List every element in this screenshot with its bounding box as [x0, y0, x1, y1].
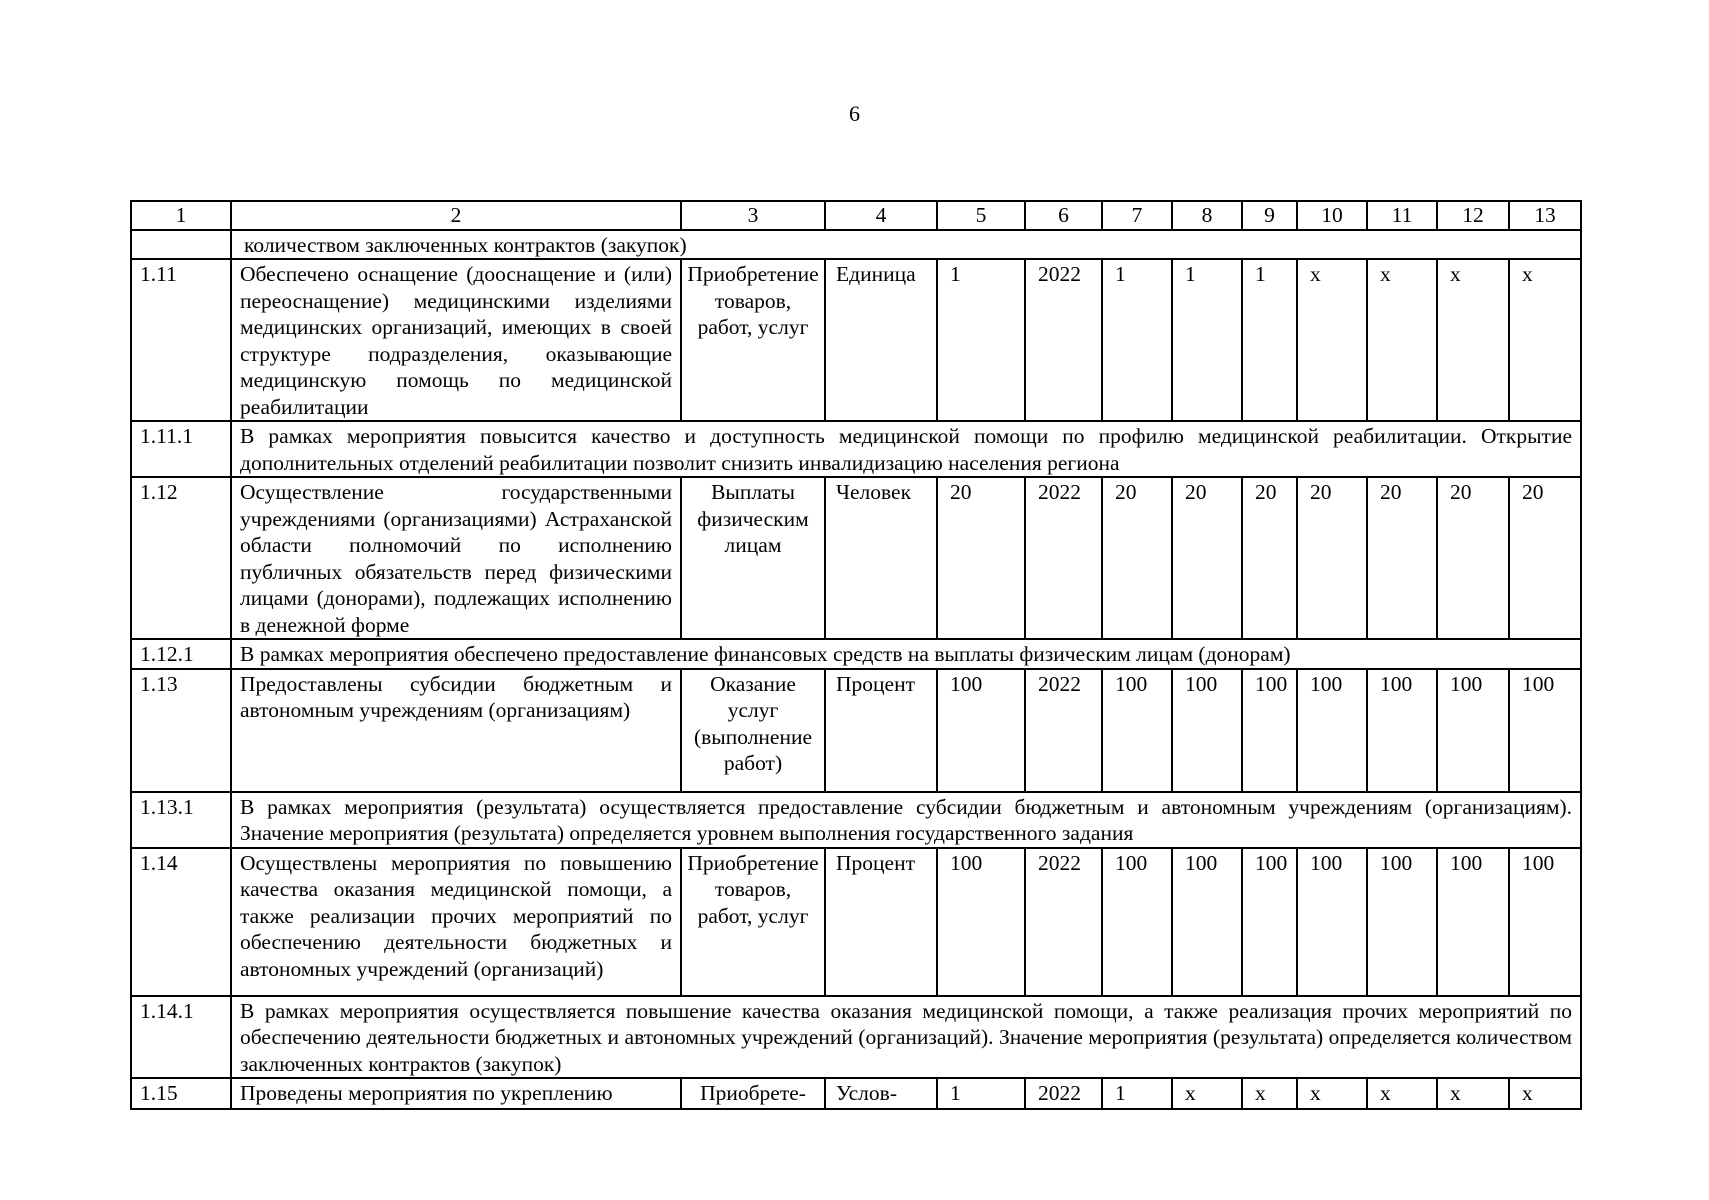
row-name: Предоставлены субсидии бюджетным и автономным учреждениям (организациям) [231, 669, 681, 792]
row-value: 100 [1102, 848, 1172, 996]
note-number: 1.13.1 [131, 792, 231, 848]
note-text: В рамках мероприятия осуществляется повышение качества оказания медицинской помощи, а также реализация прочих мероприятий по обеспечению деятельности бюджетных и автономных учреждений (организаций). Значение мероприятия (результата) определяется количеством заключенных контрактов (закупок) [231, 996, 1581, 1079]
row-value: 100 [1437, 848, 1509, 996]
row-unit: Процент [825, 848, 937, 996]
row-unit: Услов- [825, 1078, 937, 1109]
row-value: x [1172, 1078, 1242, 1109]
indicators-table [130, 200, 1582, 1110]
row-value: 20 [1437, 477, 1509, 639]
column-header: 13 [1509, 201, 1581, 230]
column-header: 4 [825, 201, 937, 230]
row-value: 2022 [1025, 848, 1102, 996]
row-value: x [1367, 1078, 1437, 1109]
column-header: 2 [231, 201, 681, 230]
row-type: Оказание услуг (выполнение работ) [681, 669, 825, 792]
row-value: 20 [937, 477, 1025, 639]
row-type: Выплаты физическим лицам [681, 477, 825, 639]
note-text: В рамках мероприятия повысится качество и доступность медицинской помощи по профилю медицинской реабилитации. Открытие дополнительных отделений реабилитации позволит снизить инвалидизацию населения региона [231, 421, 1581, 477]
column-header: 6 [1025, 201, 1102, 230]
row-type: Приобретение товаров, работ, услуг [681, 848, 825, 996]
note-row [131, 421, 1581, 477]
row-value: 100 [937, 848, 1025, 996]
row-value: 20 [1297, 477, 1367, 639]
row-unit: Человек [825, 477, 937, 639]
row-value: 100 [1242, 848, 1297, 996]
column-header: 12 [1437, 201, 1509, 230]
column-header: 11 [1367, 201, 1437, 230]
row-value: 20 [1172, 477, 1242, 639]
row-type: Приобрете- [681, 1078, 825, 1109]
note-row [131, 996, 1581, 1079]
row-value: 20 [1367, 477, 1437, 639]
row-value: 100 [1172, 669, 1242, 792]
row-number: 1.15 [131, 1078, 231, 1109]
table-row [131, 259, 1581, 421]
row-value: 2022 [1025, 477, 1102, 639]
row-name: Проведены мероприятия по укреплению [231, 1078, 681, 1109]
row-number: 1.11 [131, 259, 231, 421]
row-value: 2022 [1025, 669, 1102, 792]
column-header: 7 [1102, 201, 1172, 230]
row-value: x [1367, 259, 1437, 421]
row-value: 1 [1172, 259, 1242, 421]
note-row [131, 639, 1581, 669]
row-value: x [1437, 1078, 1509, 1109]
note-number: 1.11.1 [131, 421, 231, 477]
continuation-row [131, 230, 1581, 260]
row-value: 1 [937, 259, 1025, 421]
row-value: 20 [1242, 477, 1297, 639]
row-value: 20 [1102, 477, 1172, 639]
continuation-text: количеством заключенных контрактов (закупок) [231, 230, 1581, 260]
indicators-table-wrapper [130, 200, 1580, 1110]
table-row [131, 669, 1581, 792]
row-value: x [1509, 259, 1581, 421]
row-value: 1 [1242, 259, 1297, 421]
column-header: 5 [937, 201, 1025, 230]
column-header: 3 [681, 201, 825, 230]
column-header: 8 [1172, 201, 1242, 230]
row-value: 100 [1437, 669, 1509, 792]
column-header: 9 [1242, 201, 1297, 230]
row-unit: Процент [825, 669, 937, 792]
row-value: 1 [1102, 1078, 1172, 1109]
note-number: 1.12.1 [131, 639, 231, 669]
row-number: 1.13 [131, 669, 231, 792]
column-header: 1 [131, 201, 231, 230]
row-value: 100 [1297, 848, 1367, 996]
row-unit: Единица [825, 259, 937, 421]
row-value: 100 [1509, 848, 1581, 996]
row-type: Приобретение товаров, работ, услуг [681, 259, 825, 421]
column-header: 10 [1297, 201, 1367, 230]
row-value: x [1509, 1078, 1581, 1109]
row-value: 100 [1367, 669, 1437, 792]
row-number: 1.12 [131, 477, 231, 639]
row-value: 1 [1102, 259, 1172, 421]
row-value: 2022 [1025, 1078, 1102, 1109]
table-row [131, 848, 1581, 996]
row-value: 100 [937, 669, 1025, 792]
row-name: Обеспечено оснащение (дооснащение и (или) переоснащение) медицинскими изделиями медицинских организаций, имеющих в своей структуре подразделения, оказывающие медицинскую помощь по медицинской реабилитации [231, 259, 681, 421]
row-value: x [1297, 1078, 1367, 1109]
note-number: 1.14.1 [131, 996, 231, 1079]
row-value: 100 [1102, 669, 1172, 792]
note-row [131, 792, 1581, 848]
row-value: x [1242, 1078, 1297, 1109]
table-row [131, 1078, 1581, 1109]
note-text: В рамках мероприятия (результата) осуществляется предоставление субсидии бюджетным и автономным учреждениям (организациям). Значение мероприятия (результата) определяется уровнем выполнения государственного задания [231, 792, 1581, 848]
empty-cell [131, 230, 231, 260]
row-value: 100 [1242, 669, 1297, 792]
row-name: Осуществлены мероприятия по повышению качества оказания медицинской помощи, а также реализации прочих мероприятий по обеспечению деятельности бюджетных и автономных учреждений (организаций) [231, 848, 681, 996]
page-number: 6 [849, 101, 860, 126]
row-value: 100 [1367, 848, 1437, 996]
row-value: 100 [1509, 669, 1581, 792]
row-value: 100 [1172, 848, 1242, 996]
row-value: 2022 [1025, 259, 1102, 421]
row-value: 1 [937, 1078, 1025, 1109]
table-row [131, 477, 1581, 639]
row-value: x [1437, 259, 1509, 421]
row-value: 20 [1509, 477, 1581, 639]
row-value: 100 [1297, 669, 1367, 792]
note-text: В рамках мероприятия обеспечено предоставление финансовых средств на выплаты физическим лицам (донорам) [231, 639, 1581, 669]
row-value: x [1297, 259, 1367, 421]
row-name: Осуществление государственными учреждениями (организациями) Астраханской области полномочий по исполнению публичных обязательств перед физическими лицами (донорами), подлежащих исполнению в денежной форме [231, 477, 681, 639]
row-number: 1.14 [131, 848, 231, 996]
header-row [131, 201, 1581, 230]
